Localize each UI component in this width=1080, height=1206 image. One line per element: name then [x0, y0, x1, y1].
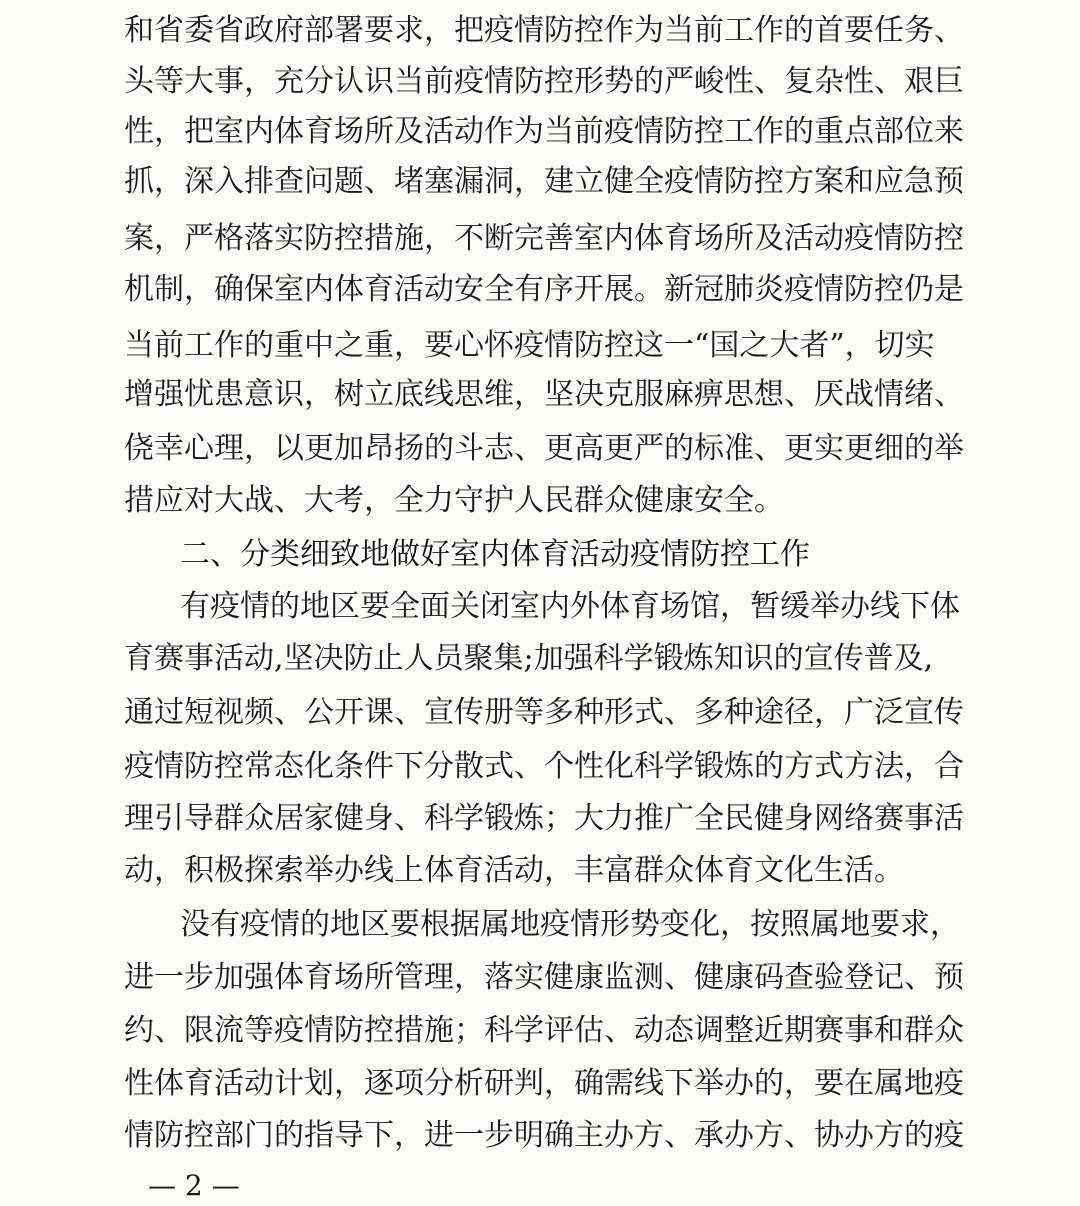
text-line: 情防控部门的指导下，进一步明确主办方、承办方、协办方的疫 [124, 1118, 964, 1153]
text-line: 当前工作的重中之重，要心怀疫情防控这一“国之大者”，切实 [124, 328, 935, 363]
text-line: 没有疫情的地区要根据属地疫情形势变化，按照属地要求， [180, 907, 960, 942]
text-line: 头等大事，充分认识当前疫情防控形势的严峻性、复杂性、艰巨 [124, 64, 964, 99]
text-line: 侥幸心理，以更加昂扬的斗志、更高更严的标准、更实更细的举 [124, 431, 964, 466]
text-line: 和省委省政府部署要求，把疫情防控作为当前工作的首要任务、 [124, 13, 964, 48]
section-heading: 二、分类细致地做好室内体育活动疫情防控工作 [180, 537, 810, 572]
text-line: 性体育活动计划，逐项分析研判，确需线下举办的，要在属地疫 [124, 1066, 964, 1101]
text-line: 有疫情的地区要全面关闭室内外体育场馆，暂缓举办线下体 [180, 589, 960, 624]
text-line: 疫情防控常态化条件下分散式、个性化科学锻炼的方式方法，合 [124, 749, 964, 784]
text-line: 理引导群众居家健身、科学锻炼；大力推广全民健身网络赛事活 [124, 801, 964, 836]
text-line: 育赛事活动,坚决防止人员聚集;加强科学锻炼知识的宣传普及, [124, 641, 934, 676]
text-line: 增强忧患意识，树立底线思维，坚决克服麻痹思想、厌战情绪、 [124, 377, 964, 412]
text-line: 进一步加强体育场所管理，落实健康监测、健康码查验登记、预 [124, 960, 964, 995]
text-line: 抓，深入排查问题、堵塞漏洞，建立健全疫情防控方案和应急预 [124, 164, 964, 199]
page-number: — 2 — [148, 1169, 240, 1202]
text-line: 动，积极探索举办线上体育活动，丰富群众体育文化生活。 [124, 853, 904, 888]
text-line: 案，严格落实防控措施，不断完善室内体育场所及活动疫情防控 [124, 221, 964, 256]
text-line: 措应对大战、大考，全力守护人民群众健康安全。 [124, 483, 784, 518]
text-line: 性，把室内体育场所及活动作为当前疫情防控工作的重点部位来 [124, 114, 964, 149]
text-line: 约、限流等疫情防控措施；科学评估、动态调整近期赛事和群众 [124, 1013, 964, 1048]
text-line: 机制，确保室内体育活动安全有序开展。新冠肺炎疫情防控仍是 [124, 272, 964, 307]
text-line: 通过短视频、公开课、宣传册等多种形式、多种途径，广泛宣传 [124, 695, 964, 730]
